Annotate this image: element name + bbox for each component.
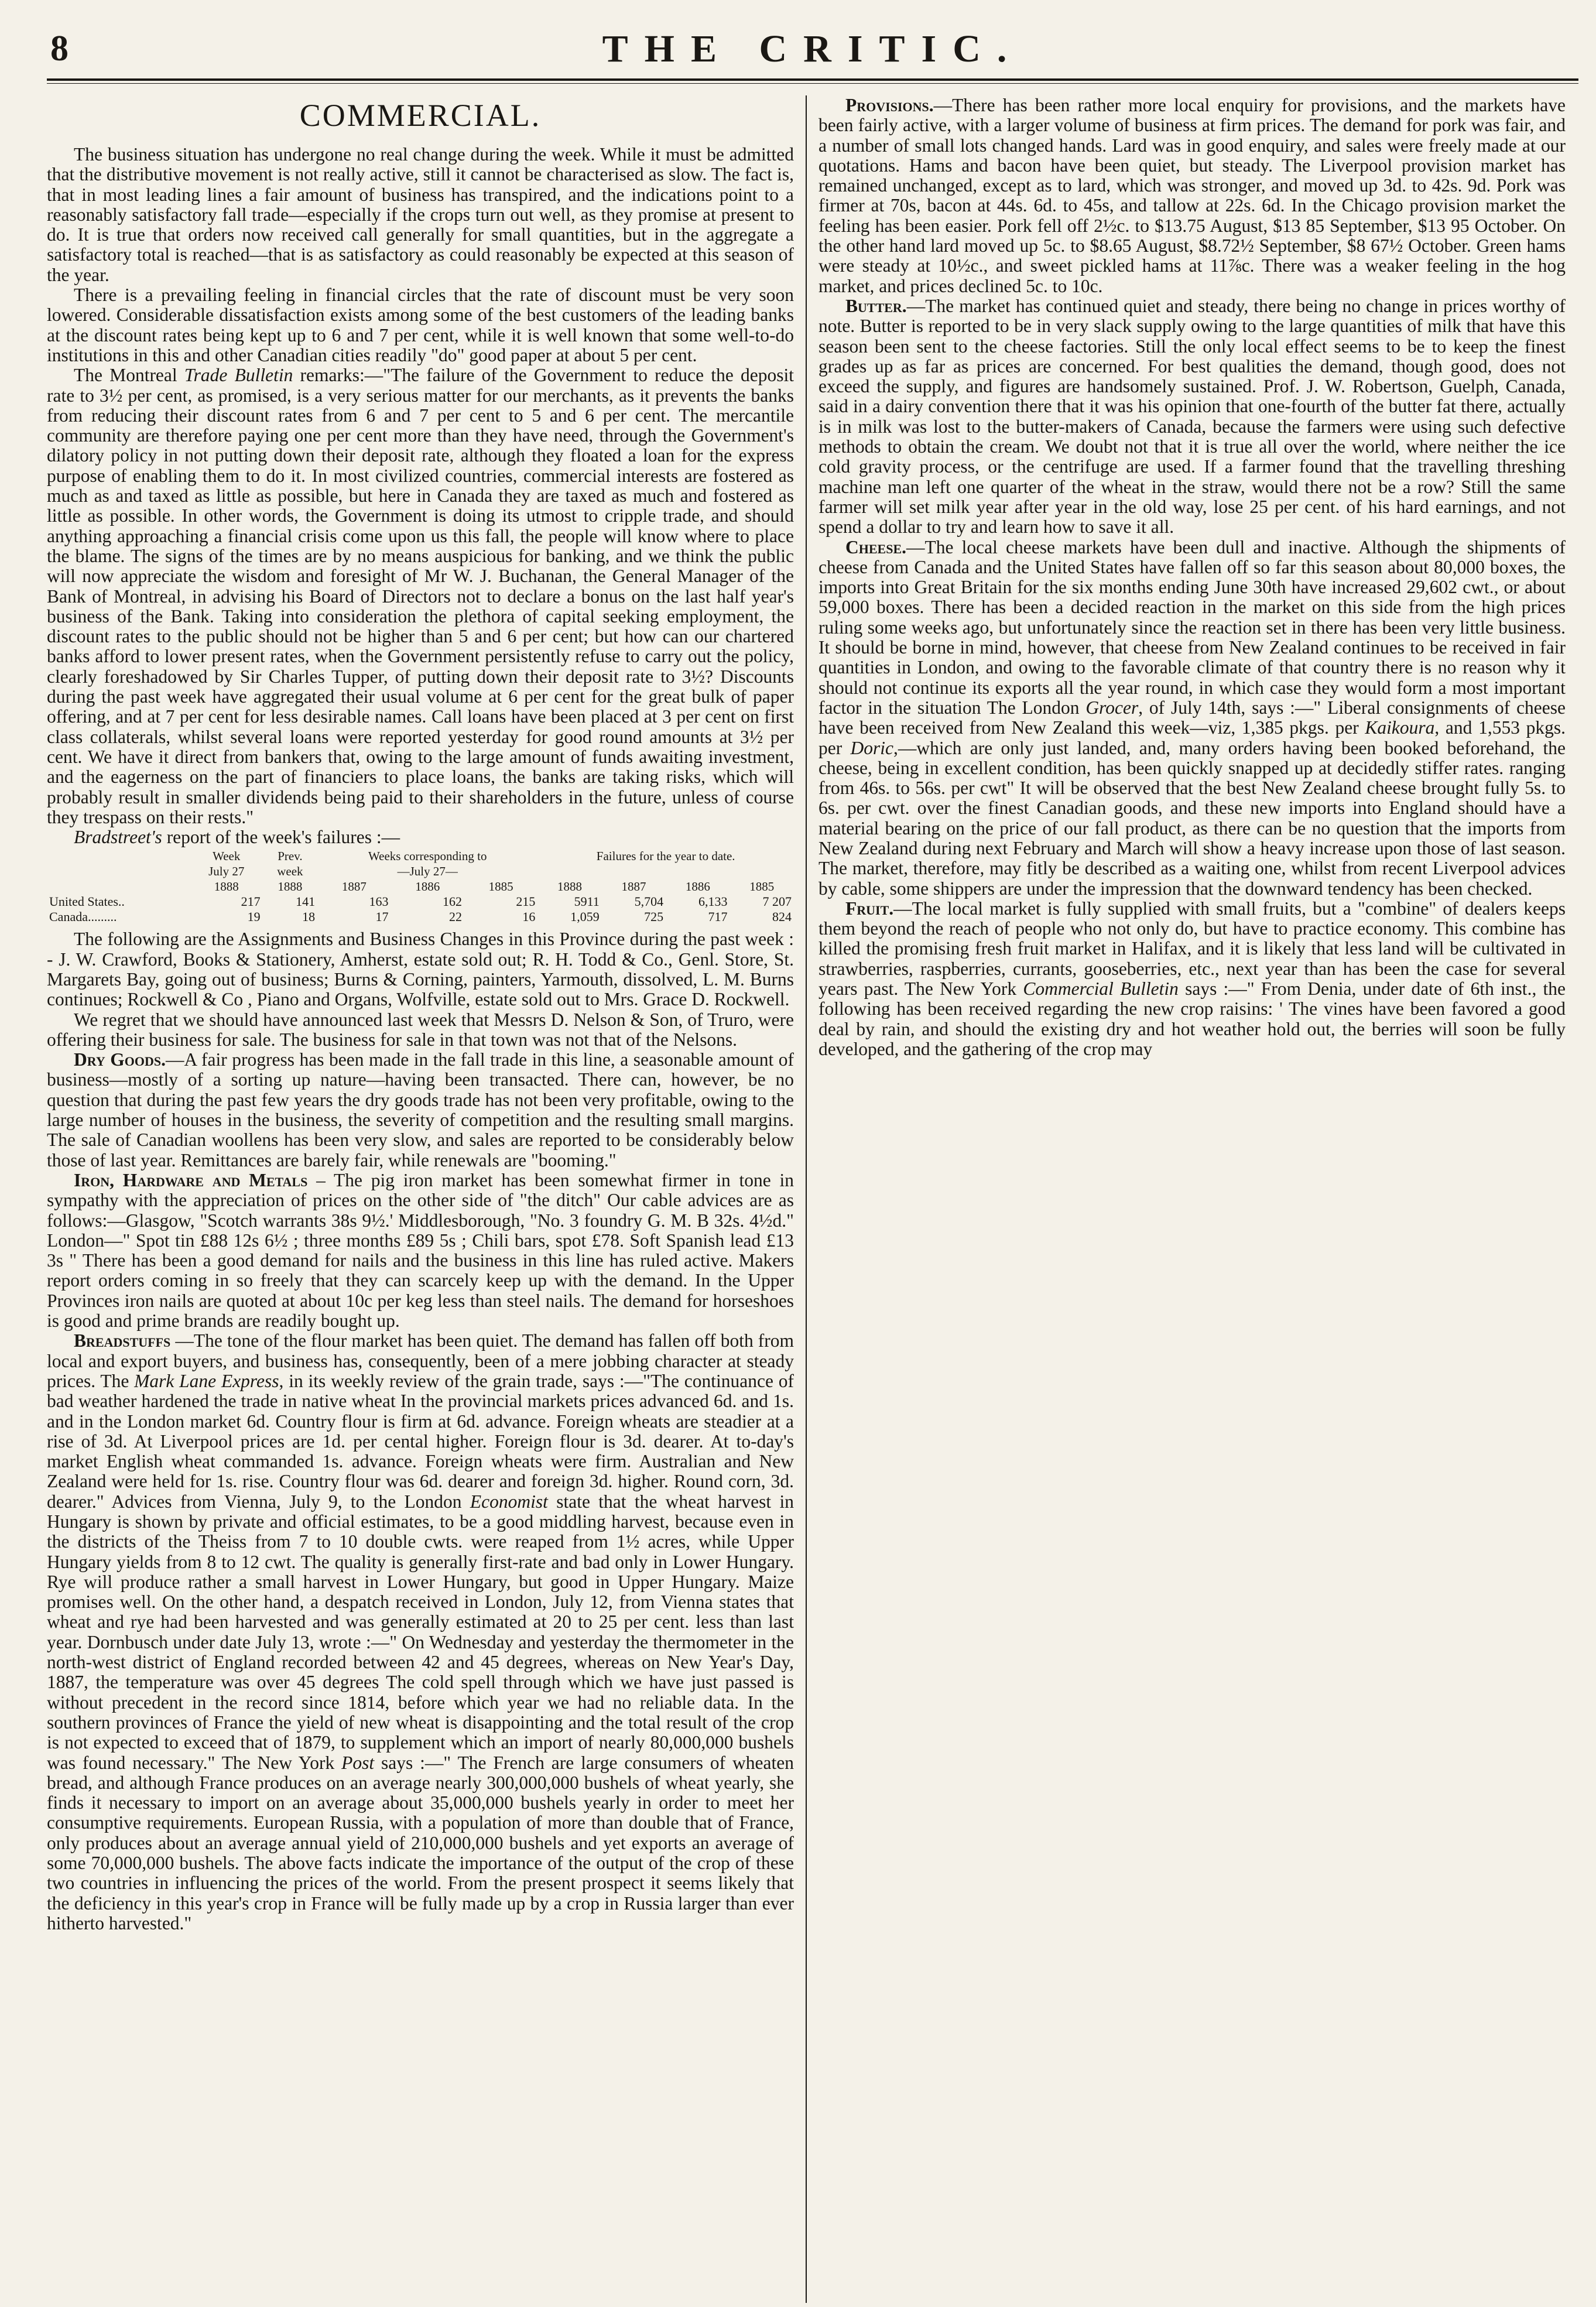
paragraph-breadstuffs: Breadstuffs —The tone of the flour market has been quiet. The demand has fallen off both from local and export buyers, and business has, consequently, been of a mere jobbing character at steady prices. The Mark Lane Express, in its weekly review of the grain trade, says :—"The continuance of bad weather hardened the trade in native wheat In the provincial markets prices advanced 6d. and 1s. and in the London market 6d. Country flour is firm at 6d. advance. Foreign wheats are steadier at a rise of 3d. At Liverpool prices are 1d. per cental higher. Foreign flour is 3d. dearer. At to-day's market English wheat commanded 1s. advance. Foreign wheats were firm. Australian and New Zealand were held for 1s. rise. Country flour was 6d. dearer and foreign 3d. higher. Round corn, 3d. dearer." Advices from Vienna, July 9, to the London Economist state that the wheat harvest in Hungary is shown by private and official estimates, to be a good middling harvest, because even in the districts of the Theiss from 7 to 10 double cwts. were reaped from 1½ acres, while Upper Hungary yields from 8 to 12 cwt. The quality is generally first-rate and bad only in Lower Hungary. Rye will produce rather a small harvest in Lower Hungary, but good in Upper Hungary. Maize promises well. On the other hand, a despatch received in London, July 12, from Vienna states that wheat and rye had been harvested and was generally estimated at 20 to 25 per cent. less than last year. Dornbusch under date July 13, wrote :—" On Wednesday and yesterday the thermometer in the north-west district of England recorded between 42 and 45 degrees, whereas on New Year's Day, 1887, the temperature was over 45 degrees The cold spell through which we have just passed is without precedent in the record since 1814, before which year we had no reliable data. In the southern provinces of France the yield of new wheat is disappointing and the total result of the crop is not expected to exceed that of 1879, to supplement which an import of nearly 80,000,000 bushels was found necessary." The New York Post says :—" The French are large consumers of wheaten bread, and although France produces on an average nearly 300,000,000 bushels of wheat yearly, she finds it necessary to import on an average about 35,000,000 bushels yearly in order to meet her consumptive requirements. European Russia, with a population of more than double that of France, only produces about an average annual yield of 210,000,000 bushels and yet exports an average of some 70,000,000 bushels. The above facts indicate the importance of the output of the crop of these two countries in influencing the prices of the world. From the present prospect it seems likely that the deficiency in this year's crop in France will be fully made up by a crop in Russia larger than ever hitherto harvested." xyxy=(47,1330,794,1933)
failures-table-subheader: July 27 week —July 27— xyxy=(208,864,458,879)
masthead xyxy=(47,20,1578,78)
ship-name: Kaikoura xyxy=(1365,717,1435,738)
paragraph-dry-goods: Dry Goods.—A fair progress has been made in the fall trade in this line, a seasonable amount of business—mostly of a sorting up nature—having been transacted. There can, however, be no question that during the past few years the dry goods trade has not been very profitable, owing to the large number of houses in the business, the severity of competition and the resulting small margins. The sale of Canadian woollens has been very slow, and sales are reported to be considerably below those of last year. Remittances are barely fair, while renewals are "booming." xyxy=(47,1049,794,1170)
paragraph-discount-rate: There is a prevailing feeling in financial circles that the rate of discount must be very soon lowered. Considerable dissatisfaction exists among some of the best customers of the leading banks at the discount rates being kept up to 6 and 7 per cent, while it is well known that some well-to-do institutions in this and other Canadian cities readily "do" good paper at about 5 per cent. xyxy=(47,285,794,365)
publication-name: Post xyxy=(341,1752,375,1773)
publication-name: Trade Bulletin xyxy=(184,365,293,386)
subsection-lead: Fruit. xyxy=(845,898,894,919)
paragraph-iron-hardware: Iron, Hardware and Metals – The pig iron market has been somewhat firmer in tone in sympathy with the appreciation of prices on the other side of "the ditch" Our cable advices are as follows:—Glasgow, "Scotch warrants 38s 9½.' Middlesborough, "No. 3 foundry G. M. B 32s. 4½d." London—" Spot tin £88 12s 6½ ; three months £89 5s ; Chili bars, spot £78. Soft Spanish lead £13 3s " There has been a good demand for nails and the business in this line has ruled active. Makers report orders coming in so freely that they can scarcely keep up with the demand. In the Upper Provinces iron nails are quoted at about 10c per keg less than steel nails. The demand for horseshoes is good and prime brands are readily bought up. xyxy=(47,1169,794,1332)
table-row: Canada......... 19 18 17 22 16 1,059 725 717 824 xyxy=(49,909,792,925)
subsection-lead: Butter. xyxy=(845,295,907,316)
columns xyxy=(47,95,1578,2303)
subsection-lead: Iron, Hardware and Metals xyxy=(74,1169,308,1190)
failures-table-years: 1888 1888 1887 1886 1885 1888 1887 1886 1885 xyxy=(214,879,775,894)
subsection-lead: Provisions. xyxy=(845,95,934,115)
subsection-lead: Breadstuffs xyxy=(74,1330,171,1351)
publication-name: Bradstreet's xyxy=(74,827,162,848)
page-number: 8 xyxy=(50,29,69,69)
paragraph-provisions: Provisions.—There has been rather more local enquiry for provisions, and the markets have been fairly active, with a larger volume of business at firm prices. The demand for pork was fair, and a number of small lots changed hands. Lard was in good enquiry, and sales were freely made at our quotations. Hams and bacon have been quiet, but steady. The Liverpool provision market has remained unchanged, except as to lard, which was stronger, and moved up 3d. to 42s. 9d. Pork was firmer at 70s, bacon at 44s. 6d. to 45s, and tallow at 22s. 6d. In the Chicago provision market the feeling has been easier. Pork fell off 2½c. to $13.75 August, $13 85 September, $13 95 October. On the other hand lard moved up 5c. to $8.65 August, $8.72½ September, $8 67½ October. Green hams were steady at 10½c., and sweet pickled hams at 11⅞c. There was a weaker feeling in the hog market, and prices declined 5c. to 10c. xyxy=(818,95,1566,296)
failures-table-header: Week Prev. Weeks corresponding to Failures for the year to date. xyxy=(213,849,735,864)
masthead-rule xyxy=(47,78,1578,84)
publication-name: Commercial Bulletin xyxy=(1023,978,1179,1000)
paragraph-bradstreets: Bradstreet's report of the week's failures :— xyxy=(74,827,400,848)
running-title: THE CRITIC. xyxy=(602,28,1023,70)
subsection-lead: Cheese. xyxy=(845,536,906,557)
paragraph-regret: We regret that we should have announced last week that Messrs D. Nelson & Son, of Truro, were offering their business for sale. The business for sale in that town was not that of the Nelsons. xyxy=(47,1009,794,1050)
paragraph-fruit: Fruit.—The local market is fully supplied with small fruits, but a "combine" of dealers keeps them beyond the reach of people who not only do, but have to practice economy. This combine has killed the promising fresh fruit market in Halifax, and it is likely that less land will be cultivated in strawberries, raspberries, currants, gooseberries, etc., next year than has been the case for several years past. The New York Commercial Bulletin says :—" From Denia, under date of 6th inst., the following has been received regarding the new crop raisins: ' The vines have been favored a good deal by rain, and should the existing dry and hot weather hold out, the berries will soon be fully developed, and the gathering of the crop may xyxy=(818,898,1566,1059)
column-left xyxy=(47,95,806,2303)
paragraph-business-situation: The business situation has undergone no real change during the week. While it must be admitted that the distributive movement is not really active, still it cannot be characterised as slow. The fact is, that in most leading lines a fair amount of business has transpired, and the indications point to a reasonably satisfactory fall trade—especially if the crops turn out well, as they promise at present to do. It is true that orders now received call generally for small quantities, but in the aggregate a satisfactory total is reached—that is as satisfactory as could reasonably be expected at this season of the year. xyxy=(47,144,794,285)
section-heading: COMMERCIAL. xyxy=(299,98,542,133)
paragraph-trade-bulletin: The Montreal Trade Bulletin remarks:—"The failure of the Government to reduce the deposit rate to 3½ per cent, as promised, is a very serious matter for our merchants, as it prevents the banks from reducing their discount rates from 6 and 7 per cent to 5 and 6 per cent. The mercantile community are therefore paying one per cent more than they have need, through the Government's dilatory policy in not putting down their deposit rate, although they floated a loan for the express purpose of enabling them to do it. In most civilized countries, commercial interests are fostered as much as and taxed as little as possible, but here in Canada they are taxed as much and fostered as little as possible. In other words, the Government is doing its utmost to cripple trade, and should anything approaching a financial crisis come upon us this fall, the people will know where to place the blame. The signs of the times are by no means auspicious for banking, and we think the public will now appreciate the wisdom and foresight of Mr W. J. Buchanan, the General Manager of the Bank of Montreal, in advising his Board of Directors not to declare a bonus on the last half year's business of the Bank. Taking into consideration the plethora of capital seeking employment, the discount rates to the public should not be higher than 5 and 6 per cent; but how can our chartered banks afford to lower present rates, when the Government persistently refuse to carry out the policy, clearly foreshadowed by Sir Charles Tupper, of putting down their deposit rate to 3½? Discounts during the past week have aggregated their usual volume at 6 per cent for the great bulk of paper offering, and at 7 per cent for less desirable names. Call loans have been placed at 3 per cent on first class collaterals, whilst several loans were reported yesterday for good round amounts at 3½ per cent. We have it direct from bankers that, owing to the large amount of funds awaiting investment, and the eagerness on the part of financiers to place loans, the banks are taking risks, which will probably result in smaller dividends being paid to their shareholders in the future, unless of course they trespass on their rests." xyxy=(47,365,794,827)
subsection-lead: Dry Goods. xyxy=(74,1049,166,1070)
publication-name: Grocer xyxy=(1085,697,1139,718)
ship-name: Doric xyxy=(850,737,894,758)
failures-table xyxy=(47,848,794,925)
column-right xyxy=(807,95,1566,2303)
paragraph-butter: Butter.—The market has continued quiet and steady, there being no change in prices worthy of note. Butter is reported to be in very slack supply owing to the large quantities of milk that have this season been sent to the cheese factories. Still the only local effect seems to be to keep the finest grades up as far as prices are concerned. For best qualities the demand, though good, does not exceed the supply, and figures are handsomely sustained. Prof. J. W. Robertson, Guelph, Canada, said in a dairy convention there that it was his opinion that one-fourth of the butter fat there, actually is in milk was lost to the butter-makers of Canada, because the farmers were using such defective methods to obtain the cream. We doubt not that it is true all over the world, where neither the ice cold gravity process, or the centrifuge are used. If a farmer found that the travelling threshing machine man left one quarter of the wheat in the straw, would there not be a row? Still the same farmer will set milk year after year in the old way, lose 25 per cent. of his hard earnings, and not spend a dollar to try and learn how to save it all. xyxy=(818,295,1566,538)
paragraph-cheese: Cheese.—The local cheese markets have been dull and inactive. Although the shipments of cheese from Canada and the United States have fallen off so far this season about 80,000 boxes, the imports into Great Britain for the six months ending June 30th have increased 29,602 cwt., or about 59,000 boxes. There has been a decided reaction in the market on this side from the high prices ruling some weeks ago, but unfortunately since the reaction set in there has been very little business. It should be borne in mind, however, that cheese from New Zealand continues to be received in fair quantities in London, and owing to the favorable climate of that country there is no reason why it should not continue its exports all the year round, in which case they would form a most important factor in the situation The London Grocer, of July 14th, says :—" Liberal consignments of cheese have been received from New Zealand this week—viz, 1,385 pkgs. per Kaikoura, and 1,553 pkgs. per Doric,—which are only just landed, and, many orders having been booked beforehand, the cheese, being in excellent condition, has been quickly snapped up at decidedly stiffer rates. ranging from 46s. to 56s. per cwt" It will be observed that the best New Zealand cheese brought fully 5s. to 6s. per cwt. over the finest Canadian goods, and these new imports into England should have a material bearing on the price of our fall product, as there can be no question that the imports from New Zealand during next February and March will show a heavy increase upon those of last season. The market, therefore, may fitly be described as a waiting one, whilst from recent Liverpool advices by cable, some shippers are under the impression that the downward tendency has been checked. xyxy=(818,536,1566,899)
publication-name: Economist xyxy=(470,1491,548,1512)
paragraph-business-changes: The following are the Assignments and Business Changes in this Province during the past week : - J. W. Crawford, Books & Stationery, Amherst, estate sold out; R. H. Todd & Co., Genl. Store, St. Margarets Bay, going out of business; Burns & Corning, painters, Yarmouth, dissolved, L. M. Burns continues; Rockwell & Co , Piano and Organs, Wolfville, estate sold out to Mrs. Grace D. Rockwell. xyxy=(47,929,794,1010)
table-row: United States.. 217 141 163 162 215 5911 5,704 6,133 7 207 xyxy=(49,894,792,909)
publication-name: Mark Lane Express xyxy=(134,1370,279,1391)
